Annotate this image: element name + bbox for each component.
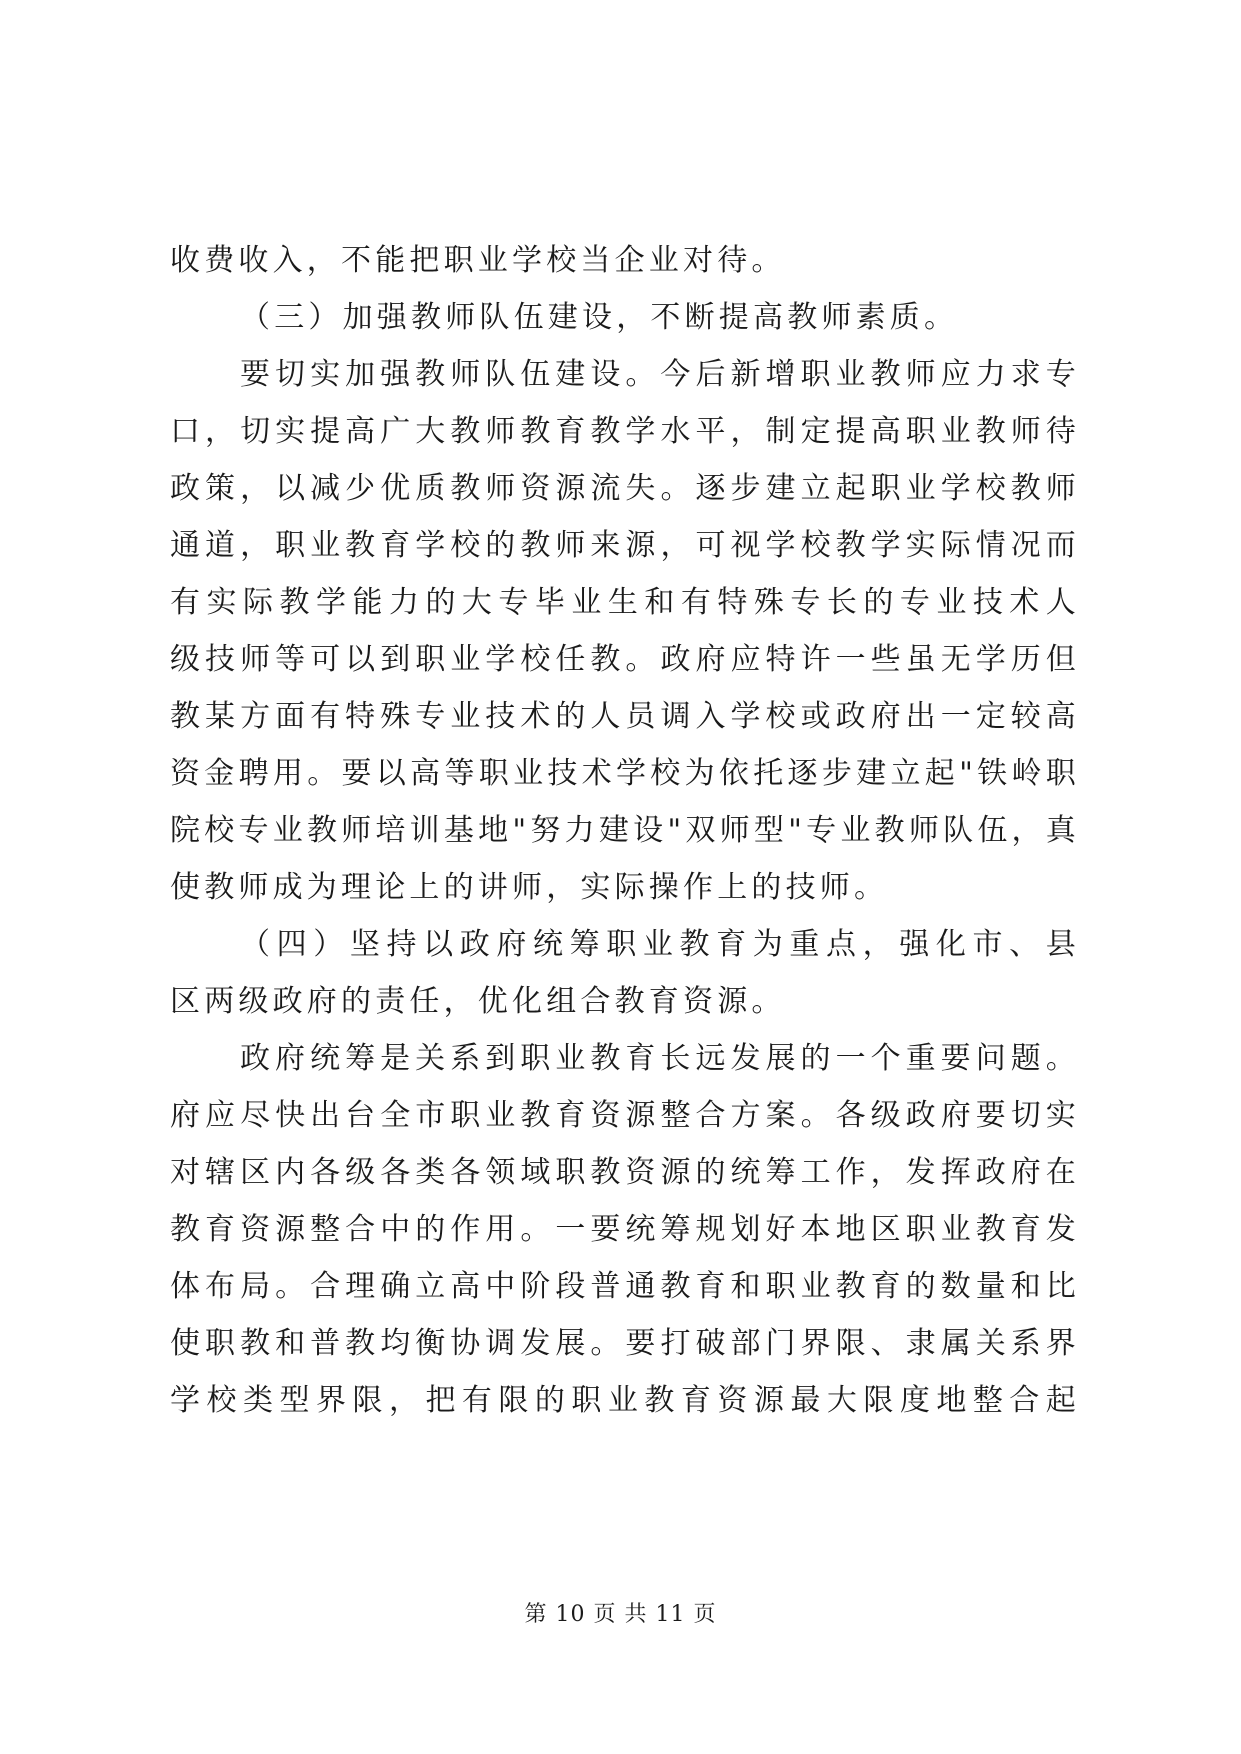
text-line: 通道，职业教育学校的教师来源，可视学校教学实际情况而: [170, 528, 1080, 563]
text-line: 资金聘用。要以高等职业技术学校为依托逐步建立起"铁岭职: [170, 756, 1080, 791]
text-line: 学校类型界限，把有限的职业教育资源最大限度地整合起: [170, 1383, 1080, 1418]
text-line: （三）加强教师队伍建设，不断提高教师素质。: [240, 300, 959, 335]
text-line: 使教师成为理论上的讲师，实际操作上的技师。: [170, 870, 889, 905]
text-line: 体布局。合理确立高中阶段普通教育和职业教育的数量和比: [170, 1269, 1080, 1304]
text-line: 政策，以减少优质教师资源流失。逐步建立起职业学校教师: [170, 471, 1080, 506]
text-line: 使职教和普教均衡协调发展。要打破部门界限、隶属关系界: [170, 1326, 1080, 1361]
text-line: 有实际教学能力的大专毕业生和有特殊专长的专业技术人: [170, 585, 1080, 620]
text-line: （四）坚持以政府统筹职业教育为重点，强化市、县: [240, 927, 1080, 962]
page-footer: 第 10 页 共 11 页: [524, 1602, 717, 1627]
text-line: 区两级政府的责任，优化组合教育资源。: [170, 984, 786, 1019]
text-line: 要切实加强教师队伍建设。今后新增职业教师应力求专: [240, 357, 1080, 392]
text-line: 口，切实提高广大教师教育教学水平，制定提高职业教师待: [170, 414, 1080, 449]
body-text: [170, 232, 1080, 1429]
text-line: 府应尽快出台全市职业教育资源整合方案。各级政府要切实: [170, 1098, 1080, 1133]
text-line: 教某方面有特殊专业技术的人员调入学校或政府出一定较高: [170, 699, 1080, 734]
text-line: 院校专业教师培训基地"努力建设"双师型"专业教师队伍，真: [170, 813, 1080, 848]
text-line: 政府统筹是关系到职业教育长远发展的一个重要问题。: [240, 1041, 1080, 1076]
text-line: 级技师等可以到职业学校任教。政府应特许一些虽无学历但: [170, 642, 1080, 677]
text-line: 教育资源整合中的作用。一要统筹规划好本地区职业教育发: [170, 1212, 1080, 1247]
text-line: 对辖区内各级各类各领域职教资源的统筹工作，发挥政府在: [170, 1155, 1080, 1190]
text-line: 收费收入，不能把职业学校当企业对待。: [170, 243, 786, 278]
